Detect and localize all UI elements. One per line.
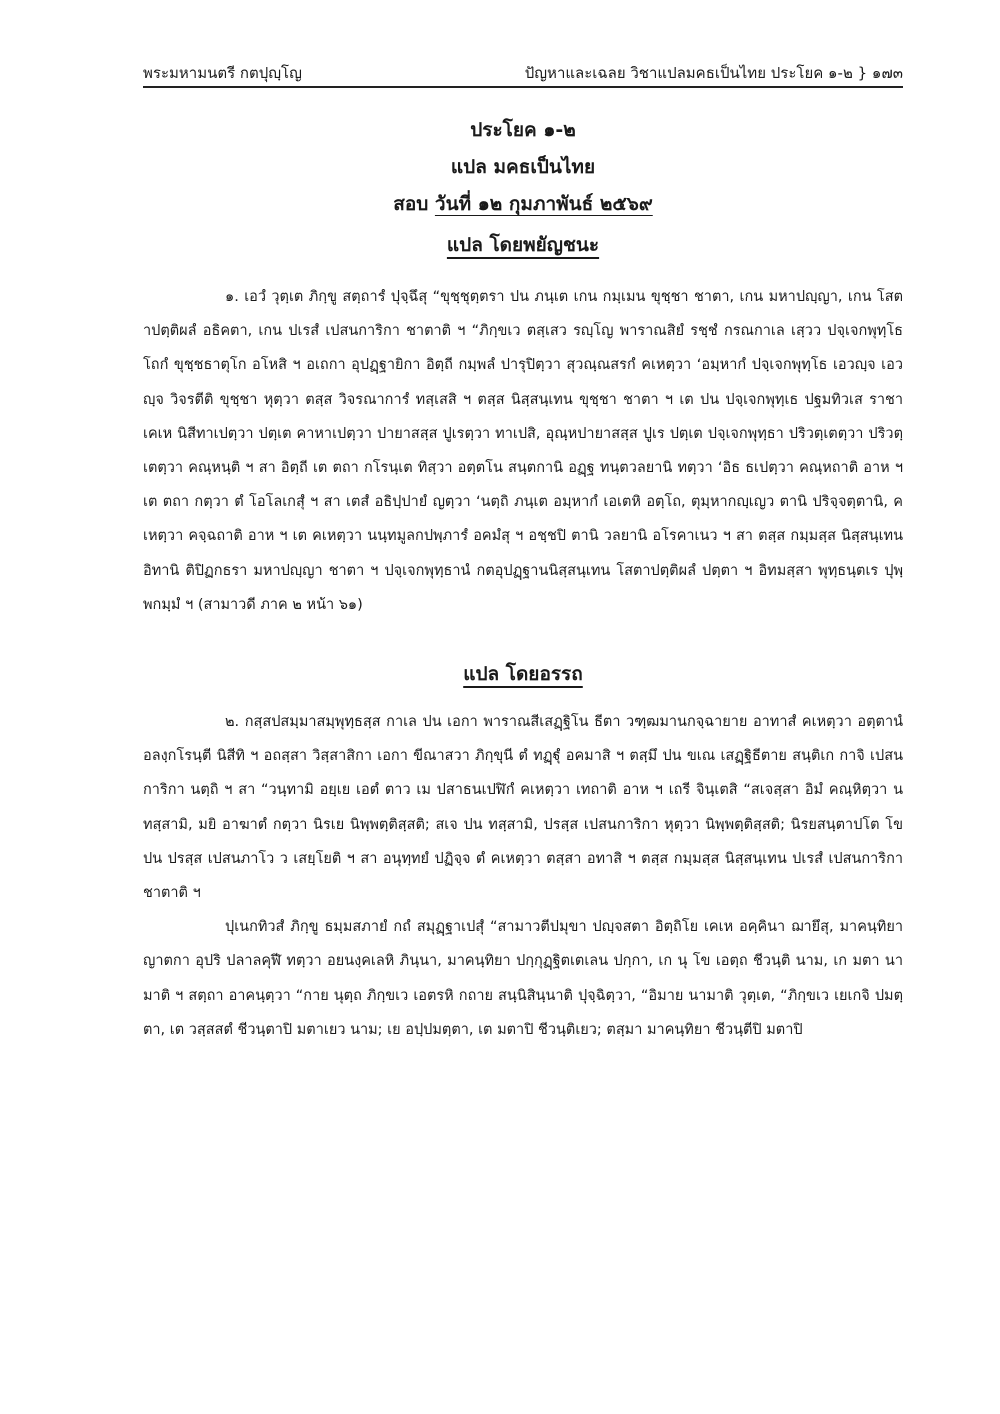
level-title: ประโยค ๑-๒ [470,119,576,141]
exam-date: วันที่ ๑๒ กุมภาพันธ์ ๒๕๖๙ [434,193,653,215]
subject-title: แปล มคธเป็นไทย [450,156,596,178]
header-author: พระมหามนตรี กตปุญฺโญ [143,64,302,82]
paragraph-1: ๑. เอวํ วุตฺเต ภิกฺขู สตฺถารํ ปุจฺฉึสุ “ขุชฺชุตฺตรา ปน ภนฺเต เกน กมฺเมน ขุชฺชา ชาตา, เกน มหาปญฺญา, เกน โสตาปตฺติผลํ อธิคตา, เกน ปเรสํ เปสนการิกา ชาตาติ ฯ “ภิกฺขเว ตสฺเสว รญฺโญ พาราณสิยํ รชฺชํ กรณกาเล เสฺวว ปจฺเจกพุทฺโธ โถกํ ขุชฺชธาตุโก อโหสิ ฯ อเถกา อุปฏฺฐายิกา อิตฺถี กมฺพลํ ปารุปิตฺวา สุวณฺณสรกํ คเหตฺวา ‘อมฺหากํ ปจฺเจกพุทฺโธ เอวญฺจ เอวญฺจ วิจรตีติ ขุชฺชา หุตฺวา ตสฺส วิจรณาการํ ทสฺเสสิ ฯ ตสฺส นิสฺสนฺเทน ขุชฺชา ชาตา ฯ เต ปน ปจฺเจกพุทฺเธ ปฐมทิวเส ราชา เคเห นิสีทาเปตฺวา ปตฺเต คาหาเปตฺวา ปายาสสฺส ปูเรตฺวา ทาเปสิ, อุณฺหปายาสสฺส ปูเร ปตฺเต ปจฺเจกพุทฺธา ปริวตฺเตตฺวา ปริวตฺเตตฺวา คณฺหนฺติ ฯ สา อิตฺถี เต ตถา กโรนฺเต ทิสฺวา อตฺตโน สนฺตกานิ อฏฺฐ ทนฺตวลยานิ ทตฺวา ‘อิธ ธเปตฺวา คณฺหถาติ อาห ฯ เต ตถา กตฺวา ตํ โอโลเกสุํ ฯ สา เตสํ อธิปฺปายํ ญตฺวา ‘นตฺถิ ภนฺเต อมฺหากํ เอเตหิ อตฺโถ, ตุมฺหากญฺเญว ตานิ ปริจฺจตฺตานิ, คเหตฺวา คจฺฉถาติ อาห ฯ เต คเหตฺวา นนฺทมูลกปพฺภารํ อคมํสุ ฯ อชฺชปิ ตานิ วลยานิ อโรคาเนว ฯ สา ตสฺส กมฺมสฺส นิสฺสนฺเทน อิทานิ ติปิฏกธรา มหาปญฺญา ชาตา ฯ ปจฺเจกพุทฺธานํ กตอุปฏฺฐานนิสฺสนฺเทน โสตาปตฺติผลํ ปตฺตา ฯ อิทมสฺสา พุทฺธนฺตเร ปุพฺพกมฺมํ ฯ (สามาวดี ภาค ๒ หน้า ๖๑) [143,289,903,613]
exam-prefix: สอบ [393,193,435,215]
section-heading-meaning [143,662,903,687]
section-heading-meaning-text: แปล โดยอรรถ [463,663,583,686]
running-header [143,62,903,88]
header-title-page: ปัญหาและเฉลย วิชาแปลมคธเป็นไทย ประโยค ๑-๒ } ๑๗๓ [524,64,903,82]
title-block [143,118,903,217]
paragraph-3: ปุเนกทิวสํ ภิกฺขู ธมฺมสภายํ กถํ สมุฏฺฐาเปสุํ “สามาวตีปมุขา ปญฺจสตา อิตฺถิโย เคเห อคฺคินา ฌายึสุ, มาคนฺทิยา ญาตกา อุปริ ปลาลคุฬี ทตฺวา อยนงฺคเลหิ ภินฺนา, มาคนฺทิยา ปกฺกุฏฺฐิตเตเลน ปกฺกา, เก นุ โข เอตฺถ ชีวนฺติ นาม, เก มตา นามาติ ฯ สตฺถา อาคนฺตฺวา “กาย นุตฺถ ภิกฺขเว เอตรหิ กถาย สนฺนิสินฺนาติ ปุจฺฉิตฺวา, “อิมาย นามาติ วุตฺเต, “ภิกฺขเว เยเกจิ ปมตฺตา, เต วสฺสสตํ ชีวนฺตาปิ มตาเยว นาม; เย อปฺปมตฺตา, เต มตาปิ ชีวนฺติเยว; ตสฺมา มาคนฺทิยา ชีวนฺตีปิ มตาปิ [143,919,903,1038]
paragraph-2: ๒. กสฺสปสมฺมาสมฺพุทฺธสฺส กาเล ปน เอกา พาราณสีเสฏฺฐิโน ธีตา วฑฺฒมานกจฺฉายาย อาทาสํ คเหตฺวา อตฺตานํ อลงฺกโรนฺตี นิสีทิ ฯ อถสฺสา วิสฺสาสิกา เอกา ขีณาสวา ภิกฺขุนี ตํ ทฏฺฐุํ อคมาสิ ฯ ตสฺมึ ปน ขเณ เสฏฺฐิธีตาย สนฺติเก กาจิ เปสนการิกา นตฺถิ ฯ สา “วนฺทามิ อยฺเย เอตํ ตาว เม ปสาธนเปฬิกํ คเหตฺวา เทถาติ อาห ฯ เถรี จินฺเตสิ “สเจสฺสา อิมํ คณฺหิตฺวา น ทสฺสามิ, มยิ อาฆาตํ กตฺวา นิรเย นิพฺพตฺติสฺสติ; สเจ ปน ทสฺสามิ, ปรสฺส เปสนการิกา หุตฺวา นิพฺพตฺติสฺสติ; นิรยสนฺตาปโต โข ปน ปรสฺส เปสนภาโว ว เสยฺโยติ ฯ สา อนุทฺทยํ ปฏิจฺจ ตํ คเหตฺวา ตสฺสา อทาสิ ฯ ตสฺส กมฺมสฺส นิสฺสนฺเทน ปเรสํ เปสนการิกา ชาตาติ ฯ [143,714,903,902]
section-heading-literal [143,233,903,258]
exam-date-title [143,192,903,217]
section-heading-literal-text: แปล โดยพยัญชนะ [446,234,600,256]
